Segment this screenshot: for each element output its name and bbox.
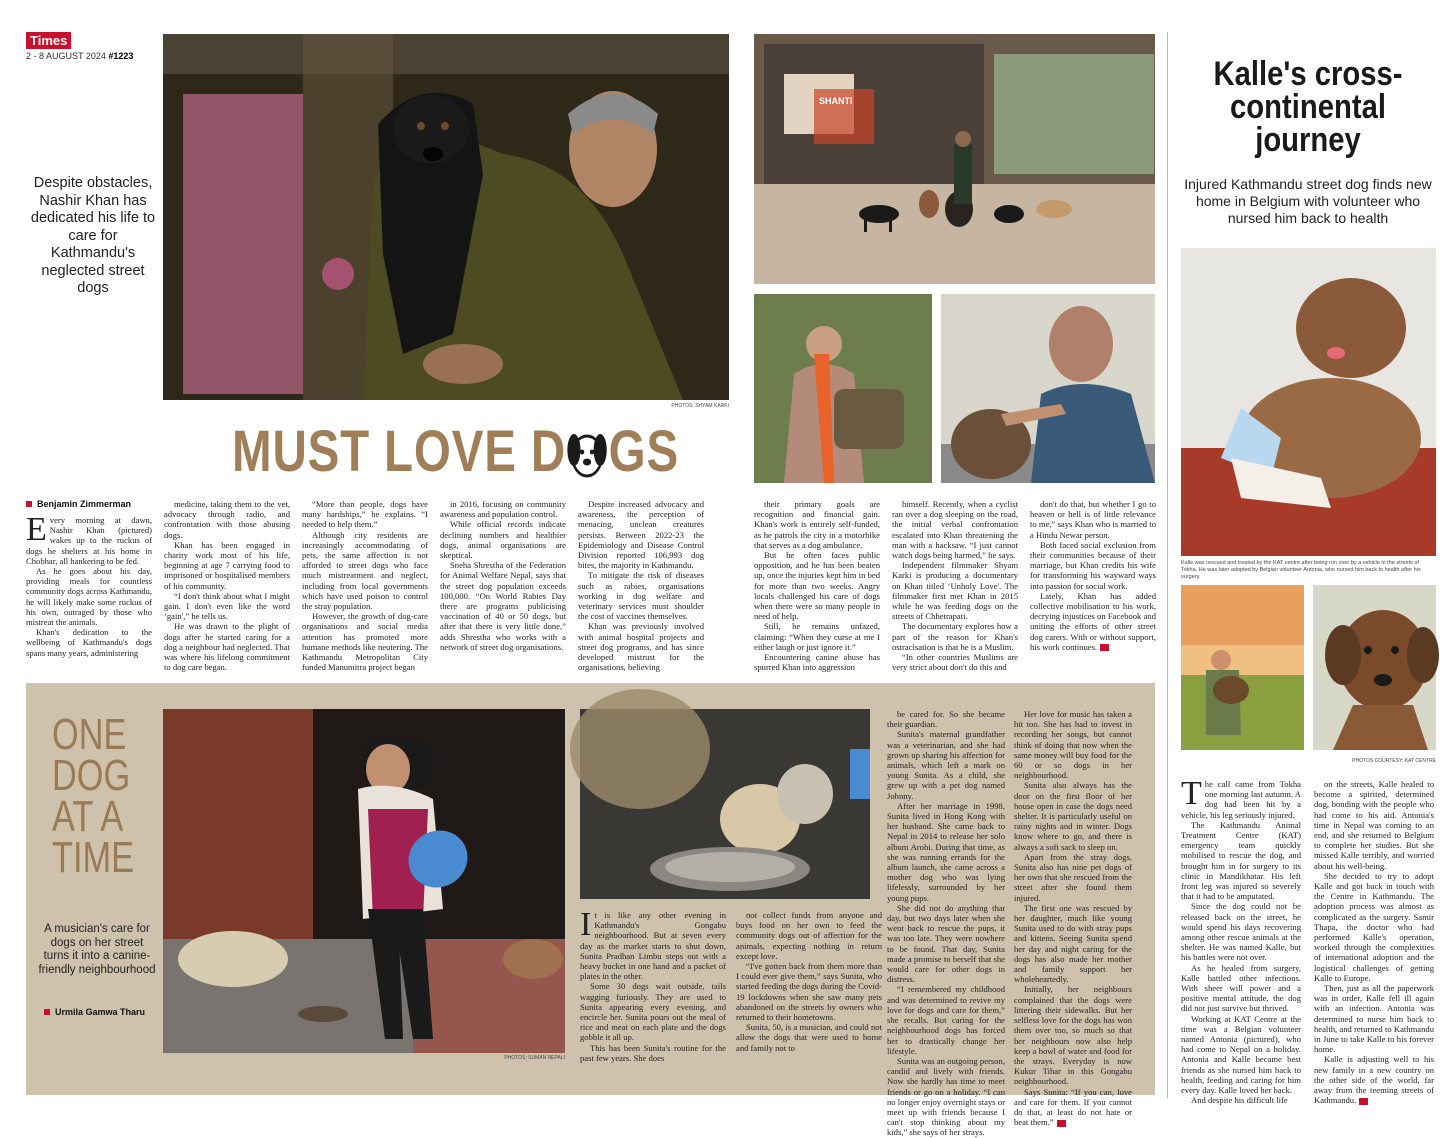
kalle-treatment-photo [1181, 248, 1436, 556]
paragraph: Says Sunita: “If you can, love and care for them. If you cannot do that, at least do not hate or beat them.” [1014, 1086, 1132, 1128]
paragraph: Every morning at dawn, Nashir Khan (pictured) wakes up to the ruckus of dogs he shelters at his home in Chobhar, all hankering to be fed. [26, 511, 152, 566]
drop-cap: E [26, 511, 47, 548]
one-dog-at-a-time-headline [52, 710, 134, 882]
must-love-dogs-headline [232, 418, 680, 485]
paragraph: Sunita, 50, is a musician, and could not allow the dogs that were used to home and family not to [736, 1022, 882, 1053]
paragraph: But he often faces public opposition, and he has been beaten up, once the injuries kept him in bed for more than two weeks. Angry locals challenged his care of dogs when there were so many people in need of help. [754, 550, 880, 622]
paragraph: “More than people, dogs have many hardships,” he explains. “I needed to help them.” [302, 499, 428, 530]
headline-line-2: DOG [52, 751, 131, 800]
paragraph: Since the dog could not be released back on the street, he would spend his days recovering among other rescue animals at the shelter. He was named Kalle, but his battles were not over. [1181, 901, 1301, 963]
drop-cap: T [1181, 775, 1202, 812]
story2-deck: A musician's care for dogs on her street turns it into a canine-friendly neighbourhood [38, 923, 156, 976]
paragraph: not collect funds from anyone and buys food on her own to feed the community dogs out of affection for the animals, expecting nothing in return except love. [736, 910, 882, 961]
kalle-headline: Kalle's cross-continental journey [1213, 55, 1403, 159]
paragraph: “In other countries Muslims are very strict about don't do this and [892, 652, 1018, 673]
story1-photo-credit: PHOTOS: SHYAM KARKI [671, 403, 729, 409]
story1-column-7 [892, 499, 1018, 675]
paragraph: And despite his difficult life [1191, 1095, 1288, 1106]
antonia-photo-illustration [1181, 585, 1304, 750]
paragraph: Khan's dedication to the wellbeing of Kathmandu's dogs spans many years, administering [26, 627, 152, 658]
paragraph: The Kathmandu Animal Treatment Centre (KAT) emergency team quickly mobilised to rescue the dog, and brought him in for surgery to its clinic in Mandikhatar. His left front leg was injured so severely that it had to be amputated. [1181, 819, 1301, 902]
antonia-with-kalle-photo [1181, 585, 1304, 750]
paragraph: Initially, her neighbours complained that the dogs were littering their sidewalks. But her selfless love for the dogs has won them over too, so much so that her neighbours now also help keep a bowl of water and food for the strays. Everyday is now Kukur Tihar in this Gongabu neighbourhood. [1014, 984, 1132, 1087]
story2-column-1 [580, 906, 726, 1063]
paragraph: The call came from Tokha one morning last autumn. A dog had been hit by a vehicle, his leg seriously injured. [1181, 775, 1301, 820]
paragraph: himself. Recently, when a cyclist ran over a dog sleeping on the road, the initial verbal confrontation escalated into Khan threatening the man with a hacksaw. “I just cannot watch dogs being harmed,” he says. [892, 499, 1018, 561]
paragraph: Khan was previously involved with animal hospital projects and street dog programs, and has since developed mistrust for the organisations, believing [578, 621, 704, 673]
story2-column-3 [887, 709, 1005, 1138]
story1-column-5 [578, 499, 704, 675]
paragraph: Then, just as all the paperwork was in order, Kalle fell ill again with an infection. Antonia was determined to nurse him back to health, and returned to Kathmandu in June to take Kalle to his forever home. [1314, 983, 1434, 1055]
paragraph: The documentary explores how a part of the reason for Khan's ostracisation is that he is a Muslim. [892, 621, 1018, 652]
paragraph: medicine, taking them to the vet, advocacy through radio, and confrontation with those abusing dogs. [164, 499, 290, 540]
issue-number: #1223 [108, 51, 134, 61]
headline-text-end: GS [608, 419, 680, 484]
khan-carrying-dog-photo-illustration [754, 294, 932, 483]
story1-deck: Despite obstacles, Nashir Khan has dedicated his life to care for Kathmandu's neglected street dogs [30, 175, 156, 296]
paragraph: After her marriage in 1998, Sunita lived in Hong Kong with her husband. She came back to Nepal in 2014 to release her solo album Arohi. During that time, as she was running errands for the album launch, she came across a mother dog who was lying lifelessly, surrounded by her young pups. [887, 800, 1005, 903]
khan-carrying-dog-photo [754, 294, 932, 483]
paragraph: The first one was rescued by her daughter, much like young Sunita used to do with stray pups and kittens. Seeing Sunita spend her day and night caring for the dogs has also made her mother and family support her wholeheartedly. [1014, 902, 1132, 985]
sunita-feeding-photo-illustration [163, 709, 565, 1053]
story1-column-6 [754, 499, 880, 675]
headline-line-4: TIME [52, 833, 134, 882]
paragraph: Her love for music has taken a hit too. She has had to invest in recording her songs, but cannot think of doing that now when the same money will buy food for the 60 or so dogs in her neighbourhood. [1014, 709, 1132, 781]
paragraph: She did not do anything that day, but two days later when she went back to rescue the pups, it was too late. They were nowhere to be found. That day, Sunita made a promise to herself that she would care for other dogs in distress. [887, 902, 1005, 985]
kalle-treatment-photo-illustration [1181, 248, 1436, 556]
paragraph: Independent filmmaker Shyam Karki is producing a documentary on Khan titled ‘Unholy Love'. The filmmaker first met Khan in 2015 while he was feeding dogs on the streets of Chhetrapati. [892, 560, 1018, 622]
end-of-story-icon [1359, 1098, 1368, 1105]
paragraph: Although city residents are increasingly accommodating of pets, the same affection is not afforded to street dogs who face much mistreatment and neglect, including from local governments which have used poison to control the stray population. [302, 529, 428, 612]
paragraph: Kalle is adjusting well to his new family in a new country on the other side of the world, far away from the teeming streets of Kathmandu. [1314, 1054, 1434, 1106]
kalle-portrait-photo [1313, 585, 1436, 750]
street-dogs-photo-illustration [754, 34, 1155, 284]
paragraph: “I remembered my childhood and was determined to revive my love for dogs and care for them,” she recalls. But caring for the neighbourhood dogs has forced her to drastically change her lifestyle. [887, 984, 1005, 1056]
paragraph: It is like any other evening in Kathmandu's Gongabu neighbourhood. But at seven every day as the market starts to shut down, Sunita Pradhan Limbu steps out with a heavy bucket in one hand and a packet of plates in the other. [580, 906, 726, 982]
paragraph: Despite increased advocacy and awareness, the perception of menacing, unclean creatures persists. Between 2022-23 the Epidemiology and Disease Control Division reported 106,993 dog bites, the majority in Kathmandu. [578, 499, 704, 571]
puppies-eating-photo [580, 709, 870, 899]
story1-column-1 [26, 511, 152, 675]
story2-column-4 [1014, 709, 1132, 1128]
paragraph: Working at KAT Centre at the time was a Belgian volunteer named Antonia (pictured), who had come to Nepal on a holiday. Antonia and Kalle became best friends as she nursed him back to health, feeding and caring for him every day. Kalle loved her back. [1181, 1013, 1301, 1096]
paragraph: in 2016, focusing on community awareness and population control. [440, 499, 566, 520]
paragraph: Sunita was an outgoing person, candid and lively with friends. Now she hardly has time to meet friends or go on a holiday. “I can no longer enjoy overnight stays or meet up with friends because I can't stop thinking about my kids,” she says of her strays. [887, 1055, 1005, 1138]
story1-column-3 [302, 499, 428, 675]
end-of-story-icon [1100, 644, 1109, 651]
paragraph: Sneha Shrestha of the Federation for Animal Welfare Nepal, says that the street dog population exceeds 100,000. “On World Rabies Day there are programs publicising vaccination of 40 or 50 dogs, but after that there is very little done,” adds Shrestha who works with a network of street dog organisations. [440, 560, 566, 652]
puppies-eating-photo-illustration [580, 709, 870, 899]
paragraph: Both faced social exclusion from their communities because of their marriage, but Khan credits his wife for transforming his wayward ways into passion for social work. [1030, 539, 1156, 591]
drop-cap: I [580, 906, 592, 943]
paragraph: “I've gotten back from them more than I could ever give them,” says Sunita, who started feeding the dogs during the Covid-19 lockdowns when she saw many pets abandoned on the streets by owners who returned to their hometowns. [736, 961, 882, 1023]
paragraph: Still, he remains unfazed, claiming: “When they curse at me I either laugh or just ignore it.” [754, 621, 880, 652]
paragraph: While official records indicate declining numbers and healthier dogs, animal organisations are skeptical. [440, 519, 566, 561]
paragraph: Apart from the stray dogs, Sunita also has nine pet dogs of her own that she rescued from the street after she found them injured. [1014, 851, 1132, 903]
story2-column-2 [736, 910, 882, 1060]
kalle-portrait-photo-illustration [1313, 585, 1436, 750]
paragraph: “I don't think about what I might gain. I don't even like the word ‘gain',” he tells us. [164, 590, 290, 622]
paragraph: However, the growth of dog-care organisations and social media attention has promoted more humane methods like neutering. The Kathmandu Metropolitan City funded Manumitra project began [302, 611, 428, 673]
paragraph: Sunita's maternal grandfather was a veterinarian, and she had grown up sharing his affection for animals, which left a mark on young Sunita. As a child, she grew up with a pet dog named Johnny. [887, 729, 1005, 801]
headline-text-start: MUST LOVE D [232, 419, 567, 484]
story3-photo-credit: PHOTOS COURTESY: KAT CENTRE [1352, 758, 1436, 764]
dog-face-icon [566, 428, 609, 484]
paragraph: She decided to try to adopt Kalle and got back in touch with the Centre in Kathmandu. The adoption process was almost as complicated as the surgery. Samir Thapa, the doctor who had performed Kalle's operation, worked through the complexities of international adoption and the logistical challenges of getting Kalle to Europe. [1314, 870, 1434, 983]
paragraph: don't do that, but whether I go to heaven or hell is of little relevance to me,” says Khan who is married to a Hindu Newar person. [1030, 499, 1156, 540]
headline-line-1: ONE [52, 710, 127, 759]
story3-column-1 [1181, 775, 1301, 1106]
paragraph: As he goes about his day, providing meals for countless community dogs across Kathmandu, he will likely make some ruckus of his own, outraged by those who mistreat the animals. [26, 566, 152, 628]
story1-column-2 [164, 499, 290, 675]
paragraph: As he healed from surgery, Kalle battled other infections. With sheer will power and a positive mental attitude, the dog did not just survive but thrived. [1181, 962, 1301, 1014]
shop-sign-text: SHANTI [819, 96, 853, 106]
issue-line [26, 51, 133, 61]
paragraph: on the streets, Kalle healed to become a spirited, determined dog, bonding with the people who had come to his aid. Antonia's time in Nepal was coming to an end, and she returned to Belgium to complete her studies. But she missed Kalle terribly, and worried about his well-being. [1314, 779, 1434, 871]
paragraph: Khan has been engaged in charity work most of his life, beginning at age 7 carrying food to imprisoned or hospitalised members of his community. [164, 539, 290, 591]
nashir-khan-main-photo [163, 34, 729, 400]
paragraph: He was drawn to the plight of dogs after he started caring for a dog a neighbour had neglected. That was where his lifelong commitment to dog care began. [164, 621, 290, 673]
story1-column-4 [440, 499, 566, 675]
khan-with-dog-photo-illustration [941, 294, 1155, 483]
paragraph: This has been Sunita's routine for the past few years. She does [580, 1042, 726, 1063]
sunita-feeding-dogs-photo [163, 709, 565, 1053]
kalle-caption: Kalle was rescued and treated by the KAT centre after being run over by a vehicle in the streets of Tokha. He was later adopted by Belgian volunteer Antonia, who nursed him back to health after his surgery. [1181, 560, 1421, 580]
paragraph: be cared for. So she became their guardian. [887, 709, 1005, 730]
paragraph: Some 30 dogs wait outside, tails wagging furiously. They are used to Sunita appearing every evening, and encircle her. Sunita pours out the meal of rice and meat on each plate and the dogs gobble it all up. [580, 981, 726, 1043]
story3-column-2 [1314, 779, 1434, 1106]
column-divider [1167, 32, 1168, 1098]
story2-byline: Urmila Gamwa Tharu [44, 1007, 145, 1017]
paragraph: Encountering canine abuse has spurred Khan into aggression [754, 652, 880, 673]
story2-photo-credit: PHOTOS: SUMAN NEPALI [504, 1055, 565, 1061]
headline-line-3: AT A [52, 792, 124, 841]
nashir-khan-photo-illustration [163, 34, 729, 400]
kalle-deck: Injured Kathmandu street dog finds new home in Belgium with volunteer who nursed him back to health [1184, 176, 1432, 226]
end-of-story-icon [1057, 1120, 1066, 1127]
paragraph: Lately, Khan has added collective mobilisation to his work, decrying injustices on Facebook and uniting the efforts of other street dog carers. With or without support, his work continues. [1030, 590, 1156, 652]
story1-byline: Benjamin Zimmerman [26, 499, 131, 509]
paragraph: To mitigate the risk of diseases such as rabies, organisations working in dog welfare and veterinary services must shoulder the cost of vaccines themselves. [578, 570, 704, 622]
paragraph: their primary goals are recognition and financial gain. Khan's work is entirely self-funded, as he patrols the city in a motorbike that serves as a dog ambulance. [754, 499, 880, 550]
story1-column-8 [1030, 499, 1156, 675]
masthead-logo: Times [26, 32, 71, 49]
issue-date: 2 - 8 AUGUST 2024 [26, 51, 106, 61]
street-dogs-photo [754, 34, 1155, 284]
khan-with-dog-photo [941, 294, 1155, 483]
paragraph: Sunita also always has the door on the first floor of her house open in case the dogs need shelter. It is particularly useful on rainy nights and in winter. Dogs know where to go, and there is always a soft sack to sleep on. [1014, 780, 1132, 852]
